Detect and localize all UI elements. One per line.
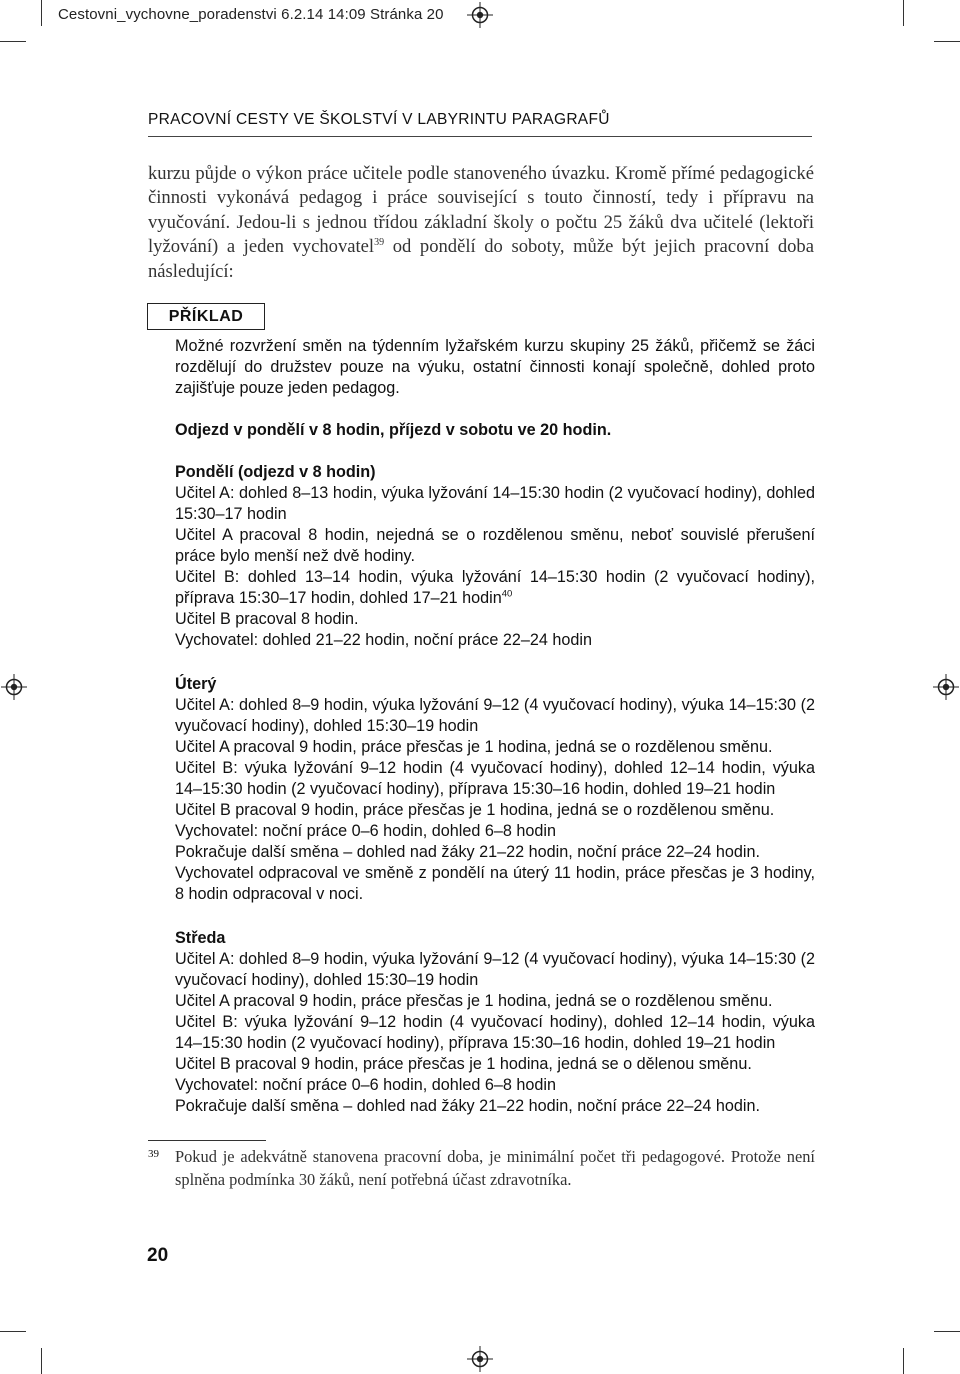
- footnote-rule: [148, 1140, 266, 1141]
- example-label: PŘÍKLAD: [147, 303, 265, 330]
- example-intro: [175, 336, 815, 441]
- footnote-ref: 40: [501, 588, 513, 600]
- crop-mark: [41, 0, 42, 26]
- tuesday-line: Vychovatel odpracoval ve směně z pondělí na úterý 11 hodin, práce přesčas je 3 hodiny, 8 hodin odpracoval v noci.: [175, 864, 815, 903]
- footnote-text: Pokud je adekvátně stanovena pracovní doba, je minimální počet tři pedagogové. Protože není splněna podmínka 30 žáků, není potřebná účast zdravotníka.: [175, 1147, 815, 1189]
- wednesday-line: Pokračuje další směna – dohled nad žáky 21–22 hodin, noční práce 22–24 hodin.: [175, 1097, 760, 1115]
- monday-line: Vychovatel: dohled 21–22 hodin, noční práce 22–24 hodin: [175, 631, 593, 649]
- tuesday-line: Učitel A pracoval 9 hodin, práce přesčas je 1 hodina, jedná se o rozdělenou směnu.: [175, 738, 773, 756]
- tuesday-line: Vychovatel: noční práce 0–6 hodin, dohled 6–8 hodin: [175, 822, 556, 840]
- page-number: 20: [147, 1245, 169, 1266]
- wednesday-line: Učitel B: výuka lyžování 9–12 hodin (4 vyučovací hodiny), dohled 12–14 hodin, výuka 14–15:30 hodin (2 vyučovací hodiny), příprava 15:30–16 hodin, dohled 19–21 hodin: [175, 1013, 815, 1052]
- monday-section: [175, 462, 815, 651]
- wednesday-line: Učitel B pracoval 9 hodin, práce přesčas je 1 hodina, jedná se o dělenou směnu.: [175, 1055, 752, 1073]
- crop-mark: [934, 1331, 960, 1332]
- footnote-ref: 39: [374, 237, 385, 249]
- crop-mark: [41, 1348, 42, 1374]
- monday-line-text: Učitel B: dohled 13–14 hodin, výuka lyžování 14–15:30 hodin (2 vyučovací hodiny), příprava 15:30–17 hodin, dohled 17–21 hodin: [175, 568, 815, 607]
- crop-mark: [903, 0, 904, 26]
- crop-mark: [0, 1331, 26, 1332]
- tuesday-heading: Úterý: [175, 675, 217, 693]
- registration-mark-icon: [1, 674, 27, 700]
- example-description: Možné rozvržení směn na týdenním lyžařském kurzu skupiny 25 žáků, přičemž se žáci rozdělují do družstev pouze na výuku, ostatní činnosti konají společně, dohled proto zajišťuje pouze jeden pedagog.: [175, 337, 815, 397]
- header-rule: [148, 136, 812, 137]
- intro-text-end: od pondělí do soboty, může být jejich pracovní doba následující:: [148, 236, 814, 282]
- monday-line: Učitel A pracoval 8 hodin, nejedná se o rozdělenou směnu, neboť souvislé přerušení práce bylo menší než dvě hodiny.: [175, 526, 815, 565]
- running-header: PRACOVNÍ CESTY VE ŠKOLSTVÍ V LABYRINTU PARAGRAFŮ: [148, 111, 610, 128]
- wednesday-line: Vychovatel: noční práce 0–6 hodin, dohled 6–8 hodin: [175, 1076, 556, 1094]
- crop-mark: [0, 41, 26, 42]
- registration-mark-icon: [467, 1346, 493, 1372]
- crop-mark: [934, 41, 960, 42]
- monday-heading: Pondělí (odjezd v 8 hodin): [175, 463, 376, 481]
- tuesday-line: Učitel A: dohled 8–9 hodin, výuka lyžování 9–12 (4 vyučovací hodiny), výuka 14–15:30 (2 vyučovací hodiny), dohled 15:30–19 hodin: [175, 696, 815, 735]
- crop-mark: [903, 1348, 904, 1374]
- intro-paragraph: [148, 162, 814, 284]
- tuesday-line: Pokračuje další směna – dohled nad žáky 21–22 hodin, noční práce 22–24 hodin.: [175, 843, 760, 861]
- print-slug: Cestovni_vychovne_poradenstvi 6.2.14 14:09 Stránka 20: [58, 6, 444, 23]
- footnote-number: 39: [148, 1148, 159, 1160]
- tuesday-line: Učitel B pracoval 9 hodin, práce přesčas je 1 hodina, jedná se o rozdělenou směnu.: [175, 801, 775, 819]
- wednesday-heading: Středa: [175, 929, 226, 947]
- wednesday-line: Učitel A: dohled 8–9 hodin, výuka lyžování 9–12 (4 vyučovací hodiny), výuka 14–15:30 (2 vyučovací hodiny), dohled 15:30–19 hodin: [175, 950, 815, 989]
- tuesday-line: Učitel B: výuka lyžování 9–12 hodin (4 vyučovací hodiny), dohled 12–14 hodin, výuka 14–15:30 hodin (2 vyučovací hodiny), příprava 15:30–16 hodin, dohled 19–21 hodin: [175, 759, 815, 798]
- monday-line: [175, 567, 815, 609]
- wednesday-section: [175, 928, 815, 1117]
- monday-line: Učitel A: dohled 8–13 hodin, výuka lyžování 14–15:30 hodin (2 vyučovací hodiny), dohled 15:30–17 hodin: [175, 484, 815, 523]
- registration-mark-icon: [933, 674, 959, 700]
- monday-line: Učitel B pracoval 8 hodin.: [175, 610, 359, 628]
- tuesday-section: [175, 674, 815, 905]
- departure-note: Odjezd v pondělí v 8 hodin, příjezd v sobotu ve 20 hodin.: [175, 421, 612, 439]
- wednesday-line: Učitel A pracoval 9 hodin, práce přesčas je 1 hodina, jedná se o rozdělenou směnu.: [175, 992, 773, 1010]
- registration-mark-icon: [467, 2, 493, 28]
- intro-text: kurzu půjde o výkon práce učitele podle stanoveného úvazku. Kromě přímé pedagogické činnosti vykonává pedagog i práce související s touto činností, tedy i přípravu na vyučování. Jedou-li s jednou třídou základní školy o počtu 25 žáků dva učitelé (lektoři lyžování) a jeden vychovatel: [148, 163, 814, 258]
